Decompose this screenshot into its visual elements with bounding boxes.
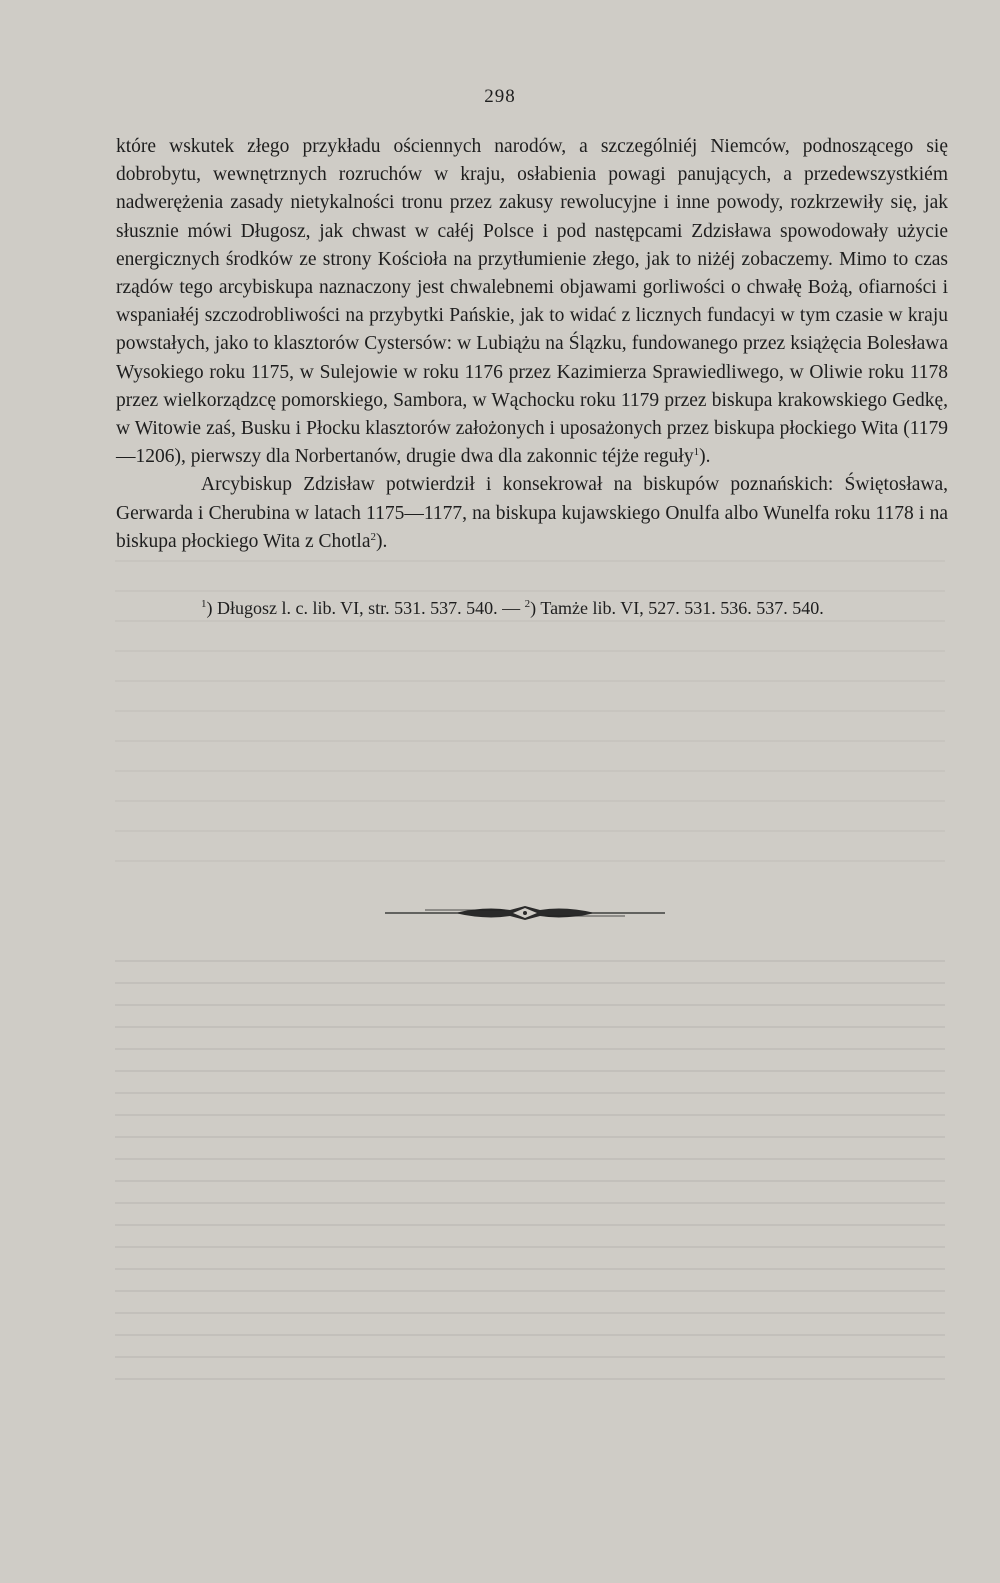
footnote-1-text: ) Długosz l. c. lib. VI, str. 531. 537. 540. — — [206, 598, 525, 619]
footnote-2-marker: 2 — [524, 598, 531, 611]
paragraph-1 — [116, 133, 948, 471]
bleed-through-text-lower — [115, 960, 945, 1400]
paragraph-2 — [116, 471, 948, 556]
footnote-2-text: ) Tamże lib. VI, 527. 531. 536. 537. 540. — [530, 598, 824, 619]
footnote-ref-1: 1 — [693, 446, 700, 459]
paragraph-1-text: które wskutek złego przykładu ościennych narodów, a szczególniéj Niemców, podnoszącego się dobrobytu, wewnętrznych rozruchów w kraju, osłabienia powagi panujących, a przedewszystkiém nadwerężenia zasady nietykalności tronu przez zakusy rewolucyjne i inne powody, rozkrzewiły się, jak słusznie mówi Długosz, jak chwast w całéj Polsce i pod następcami Zdzisława spowodowały użycie energicznych środków ze strony Kościoła na przytłumienie złego, jak to niżéj zobaczemy. Mimo to czas rządów tego arcybiskupa naznaczony jest chwalebnemi objawami gorliwości o chwałę Bożą, ofiarności i wspaniałéj szczodrobliwości na przybytki Pańskie, jak to widać z licznych fundacyi w tym czasie w kraju powstałych, jako to klasztorów Cystersów: w Lubiążu na Ślązku, fundowanego przez książęcia Bolesława Wysokiego roku 1175, w Sulejowie w roku 1176 przez Kazimierza Sprawiedliwego, w Oliwie roku 1178 przez wielkorządzcę pomorskiego, Sambora, w Wąchocku roku 1179 przez biskupa krakowskiego Gedkę, w Witowie zaś, Busku i Płocku klasztorów założonych i uposażonych przez biskupa płockiego Wita (1179—1206), pierwszy dla Norbertanów, drugie dwa dla zakonnic téjże reguły — [116, 136, 948, 468]
footnotes — [116, 596, 948, 620]
page-number: 298 — [484, 86, 516, 107]
paragraph-2-end: ). — [375, 530, 388, 552]
body-text — [116, 133, 948, 620]
paragraph-2-text: Arcybiskup Zdzisław potwierdził i konsekrował na biskupów poznańskich: Świętosława, Gerwarda i Cherubina w latach 1175—1177, na biskupa kujawskiego Onulfa albo Wunelfa roku 1178 i na biskupa płockiego Wita z Chotla — [116, 474, 948, 552]
paragraph-1-end: ). — [699, 446, 711, 468]
decorative-divider-ornament — [385, 898, 665, 928]
footnote-1-marker: 1 — [201, 598, 207, 611]
footnote-ref-2: 2 — [370, 530, 376, 543]
footnote-1 — [116, 596, 948, 620]
